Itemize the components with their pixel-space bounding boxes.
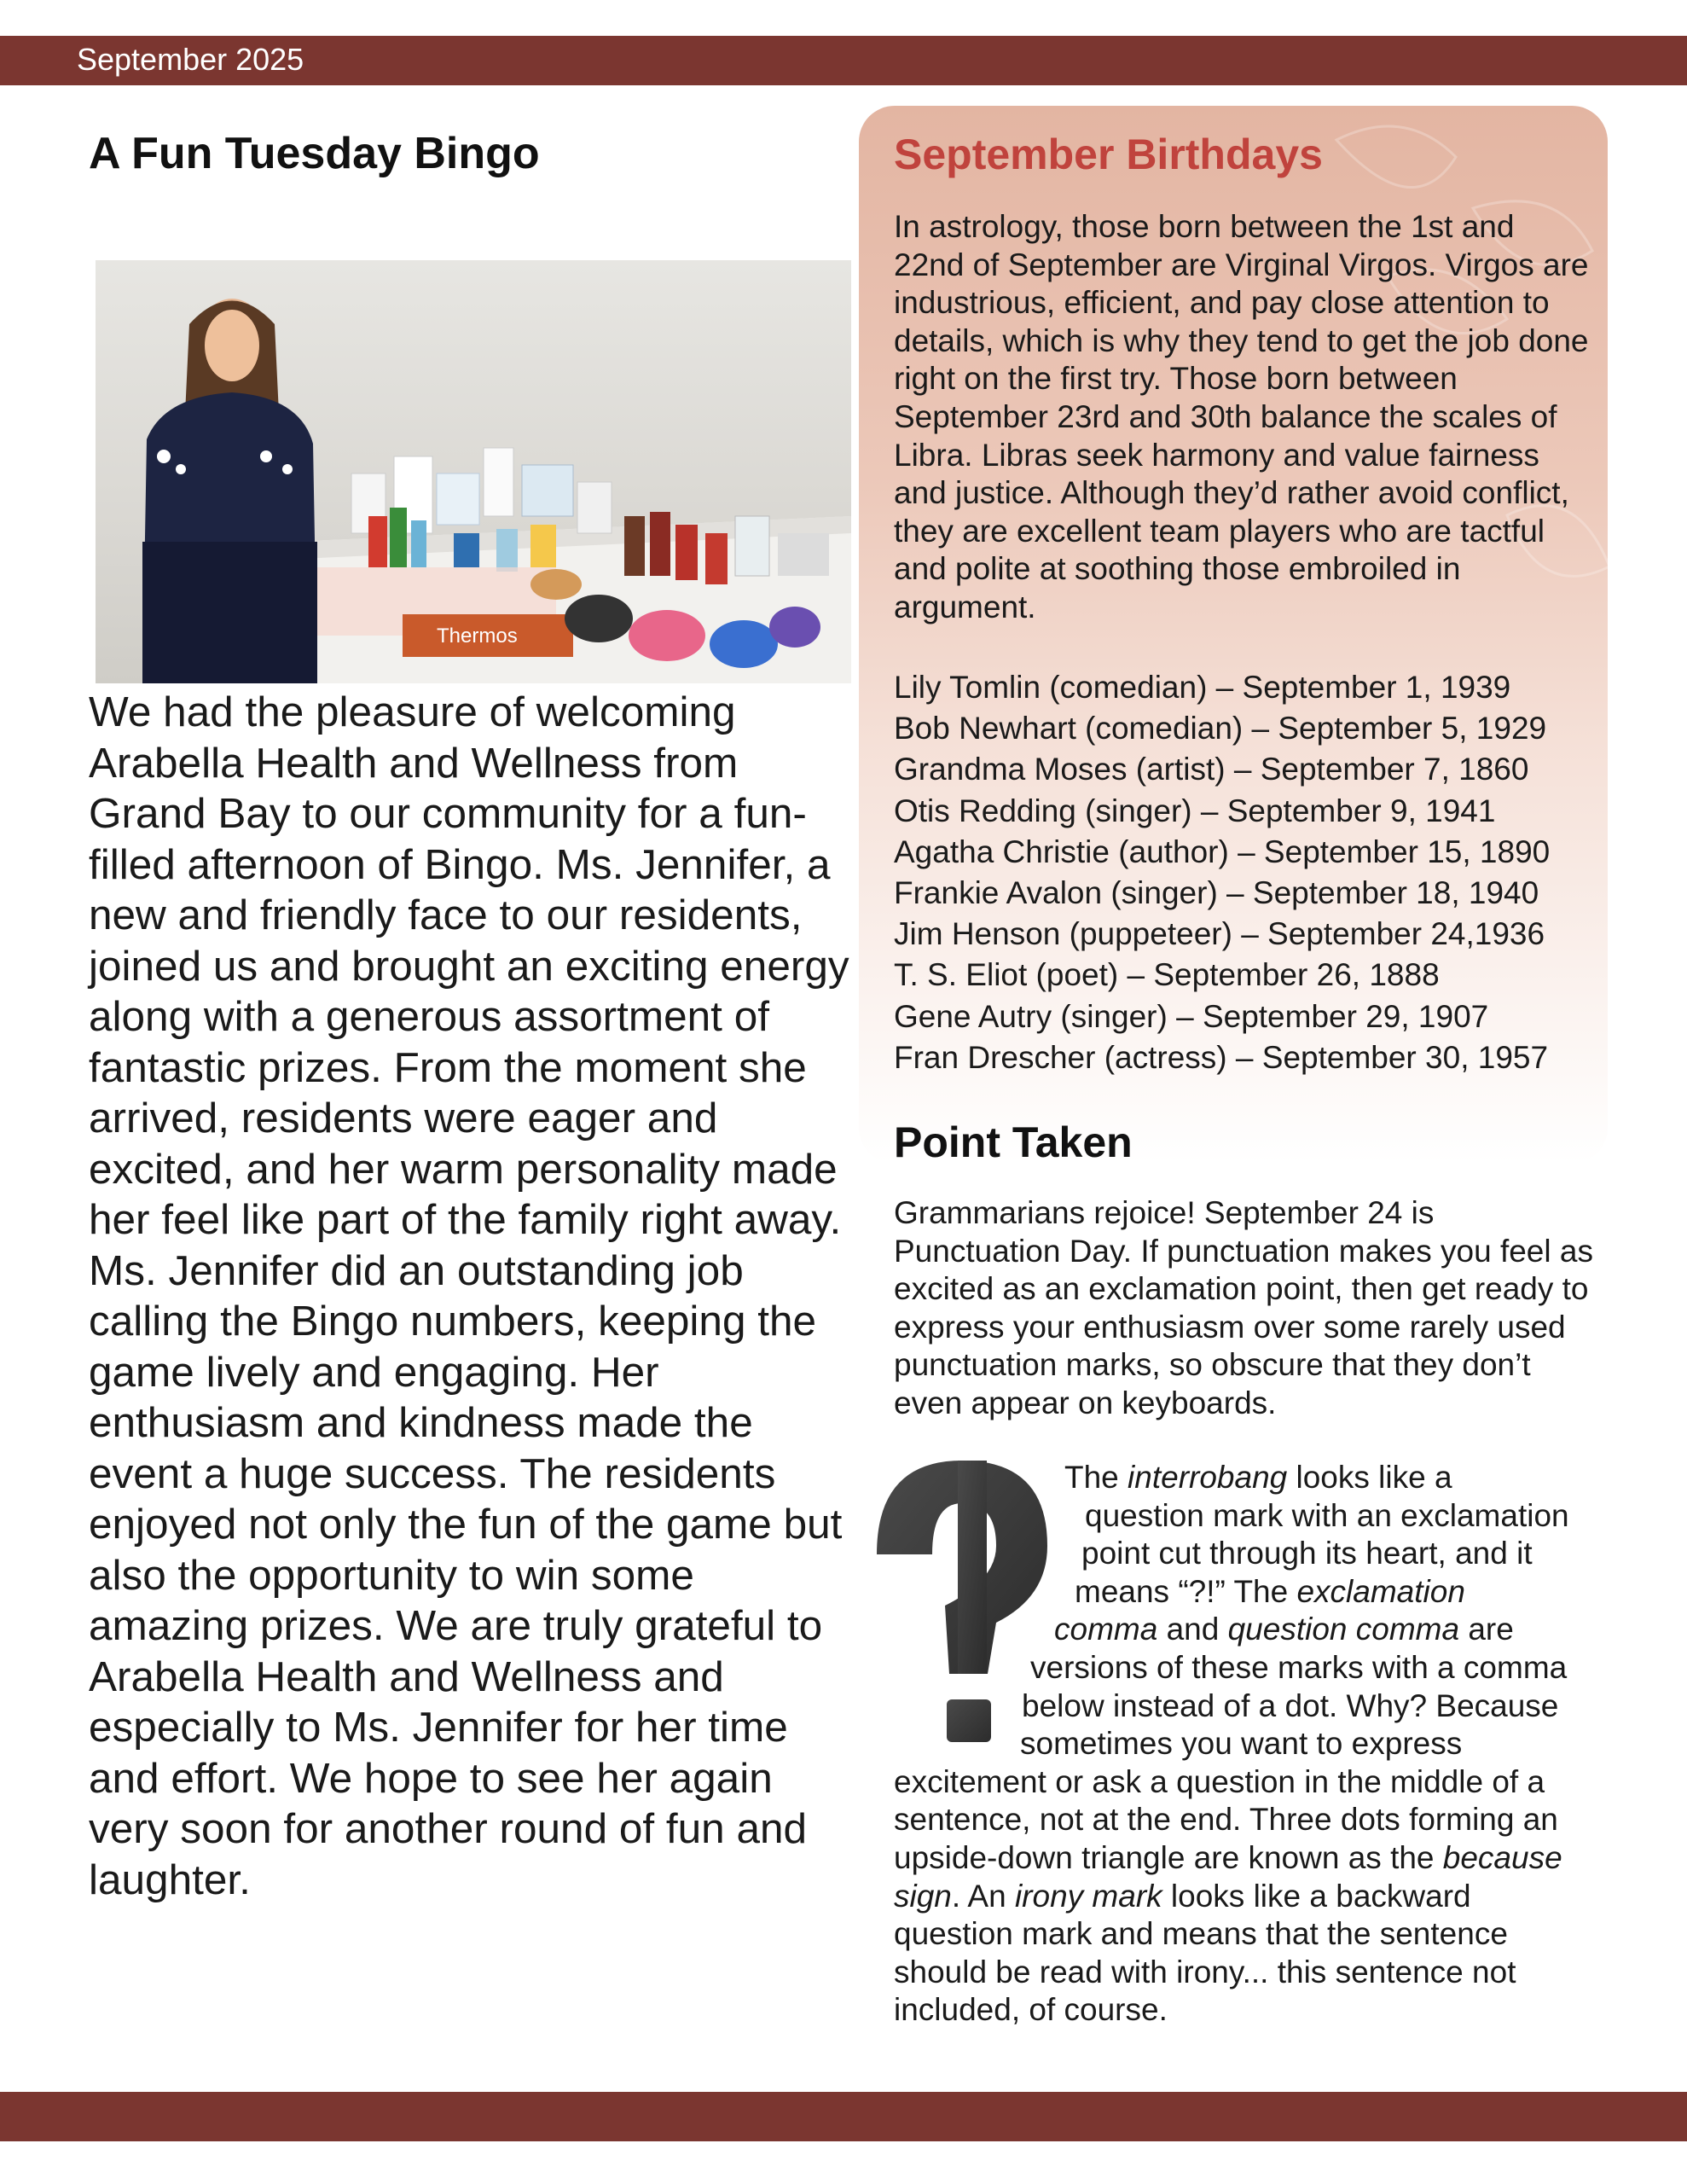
list-item: Otis Redding (singer) – September 9, 1941: [894, 793, 1496, 828]
list-item: Bob Newhart (comedian) – September 5, 1929: [894, 711, 1547, 746]
list-item: Fran Drescher (actress) – September 30, 1957: [894, 1039, 1549, 1075]
bingo-body: We had the pleasure of welcoming Arabella Health and Wellness from Grand Bay to our community for a fun-filled afternoon of Bingo. Ms. Jennifer, a new and friendly face to our residents, joined us and brought an exciting energy along with a generous assortment of fantastic prizes. From the moment she arrived, residents were eager and excited, and her warm personality made her feel like part of the family right away. Ms. Jennifer did an outstanding job calling the Bingo numbers, keeping the game lively and engaging. Her enthusiasm and kindness made the event a huge success. The residents enjoyed not only the fun of the game but also the opportunity to win some amazing prizes. We are truly grateful to Arabella Health and Wellness and especially to Ms. Jennifer for her time and effort. We hope to see her again very soon for another round of fun and laughter.: [89, 688, 849, 1903]
list-item: Jim Henson (puppeteer) – September 24,1936: [894, 916, 1545, 952]
bingo-photo: [96, 260, 851, 683]
list-item: Lily Tomlin (comedian) – September 1, 1939: [894, 670, 1511, 705]
list-item: T. S. Eliot (poet) – September 26, 1888: [894, 957, 1440, 993]
astrology-text: In astrology, those born between the 1st and 22nd of September are Virginal Virgos. Virgos are industrious, efficient, and pay close attention to details, which is why they tend to get the job done right on the first try. Those born between September 23rd and 30th balance the scales of Libra. Libras seek harmony and value fairness and justice. Although they’d rather avoid conflict, they are excellent team players who are tactful and polite at soothing those embroiled in argument.: [894, 209, 1589, 624]
birthdays-title: September Birthdays: [894, 131, 1323, 178]
list-item: Grandma Moses (artist) – September 7, 1860: [894, 752, 1529, 787]
point-taken-body: The interrobang looks like a question mark with an exclamation point cut through its heart, and it means “?!” The exclamation comma and question comma are versions of these marks with a comma below instead of a dot. Why? Because sometimes you want to express excitement or ask a question in the middle of a sentence, not at the end. Three dots forming an upside-down triangle are known as the because sign. An irony mark looks like a backward question mark and means that the sentence should be read with irony... this sentence not included, of course.: [894, 1460, 1569, 2028]
point-taken-intro: Grammarians rejoice! September 24 is Punctuation Day. If punctuation makes you feel as excited as an exclamation point, then get ready to express your enthusiasm over some rarely used punctuation marks, so obscure that they don’t even appear on keyboards.: [894, 1195, 1593, 1420]
list-item: Agatha Christie (author) – September 15, 1890: [894, 834, 1551, 869]
photo-banner-text: Thermos: [437, 624, 518, 648]
header-bar: [0, 36, 1687, 85]
point-taken-title: Point Taken: [894, 1118, 1133, 1166]
list-item: Frankie Avalon (singer) – September 18, 1940: [894, 875, 1539, 911]
footer-bar: [0, 2092, 1687, 2141]
birthday-list: [894, 667, 1550, 1078]
bingo-title: A Fun Tuesday Bingo: [89, 129, 540, 178]
issue-date: September 2025: [77, 42, 304, 77]
list-item: Gene Autry (singer) – September 29, 1907: [894, 998, 1489, 1034]
